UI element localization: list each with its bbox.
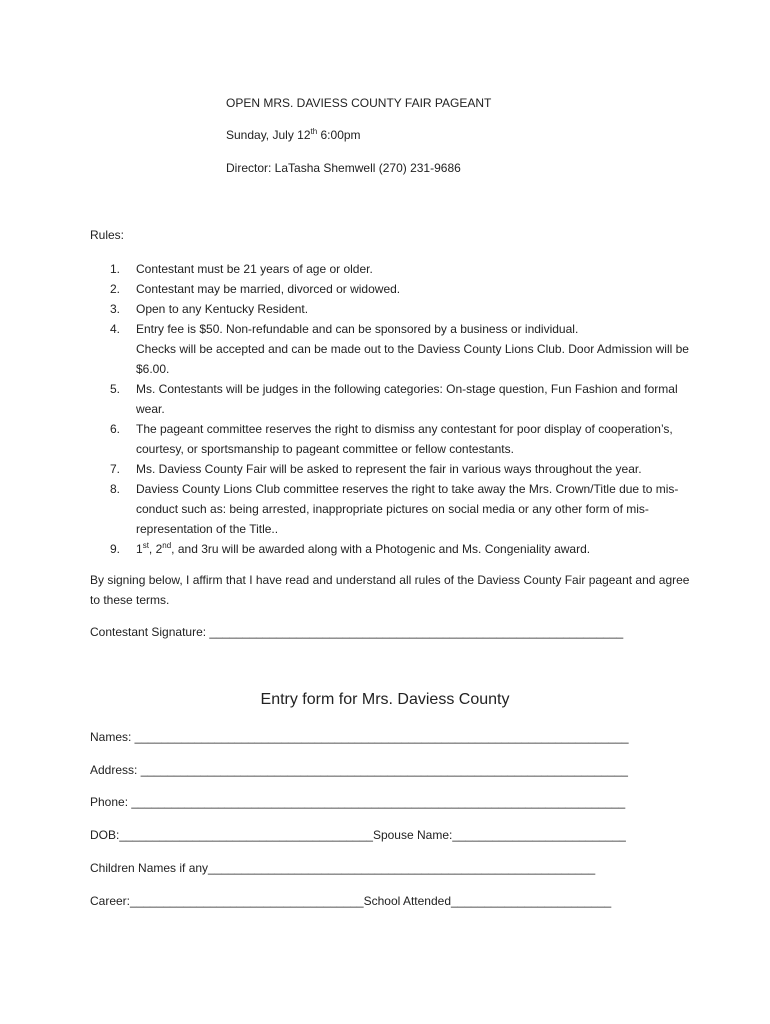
rule-item [110, 279, 690, 299]
rule-number: 4. [110, 322, 121, 336]
rule-text: Ms. Contestants will be judges in the following categories: On-stage question, Fun Fashion and formal wear. [136, 382, 678, 416]
agreement-paragraph: By signing below, I affirm that I have read and understand all rules of the Daviess County Fair pageant and agree to these terms. [90, 573, 690, 607]
rule-text: Open to any Kentucky Resident. [136, 302, 309, 316]
entry-form-title: Entry form for Mrs. Daviess County [260, 691, 510, 708]
rule-text: Daviess County Lions Club committee reserves the right to take away the Mrs. Crown/Title due to mis-conduct such as: being arrested, inappropriate pictures on social media or any other form of mis-representation of the Title.. [136, 482, 679, 536]
ordinal-st: st [142, 541, 149, 550]
rule-number: 7. [110, 462, 121, 476]
rule-item [110, 419, 690, 459]
rule-text [136, 539, 690, 559]
pageant-title: OPEN MRS. DAVIESS COUNTY FAIR PAGEANT [226, 96, 492, 110]
rule-item [110, 319, 690, 379]
rule-text: Contestant may be married, divorced or widowed. [136, 282, 401, 296]
place-first: 1 [136, 542, 143, 556]
rule-text: The pageant committee reserves the right to dismiss any contestant for poor display of cooperation’s, courtesy, or sportsmanship to pageant committee or fellow contestants. [136, 422, 673, 456]
event-time: 6:00pm [317, 128, 361, 142]
place-rest: , and 3ru will be awarded along with a Photogenic and Ms. Congeniality award. [171, 542, 591, 556]
event-date-text: Sunday, July 12 [226, 128, 311, 142]
rules-heading: Rules: [90, 228, 125, 242]
dob-spouse-field[interactable]: DOB:______________________________________Spouse Name:__________________________ [90, 828, 626, 842]
rule-text: Entry fee is $50. Non-refundable and can be sponsored by a business or individual. [136, 322, 579, 336]
names-field[interactable]: Names: __________________________________________________________________________ [90, 730, 629, 744]
career-school-field[interactable]: Career:___________________________________School Attended________________________ [90, 894, 612, 908]
place-second: , 2 [148, 542, 163, 556]
rules-list [110, 259, 690, 559]
address-field[interactable]: Address: _________________________________________________________________________ [90, 763, 628, 777]
rule-item [110, 459, 690, 479]
rule-number: 3. [110, 302, 121, 316]
rule-number: 2. [110, 282, 121, 296]
rule-number: 5. [110, 382, 121, 396]
rule-number: 9. [110, 542, 121, 556]
rule-number: 1. [110, 262, 121, 276]
rule-number: 8. [110, 482, 121, 496]
rule-item [110, 299, 690, 319]
event-date-ordinal: th [310, 127, 318, 136]
rule-text: Ms. Daviess County Fair will be asked to represent the fair in various ways throughout the year. [136, 462, 642, 476]
rule-number: 6. [110, 422, 121, 436]
rule-item [110, 379, 690, 419]
ordinal-nd: nd [162, 541, 172, 550]
rule-text: Contestant must be 21 years of age or older. [136, 262, 373, 276]
children-names-field[interactable]: Children Names if any__________________________________________________________ [90, 861, 596, 875]
phone-field[interactable]: Phone: __________________________________________________________________________ [90, 795, 626, 809]
rule-item [110, 259, 690, 279]
director-info: Director: LaTasha Shemwell (270) 231-9686 [226, 161, 461, 175]
event-date [226, 127, 361, 143]
rule-item [110, 479, 690, 539]
rule-item [110, 539, 690, 559]
rule-text-continued: Checks will be accepted and can be made out to the Daviess County Lions Club. Door Admission will be $6.00. [136, 342, 689, 376]
contestant-signature-field[interactable]: Contestant Signature: ______________________________________________________________ [90, 625, 624, 639]
